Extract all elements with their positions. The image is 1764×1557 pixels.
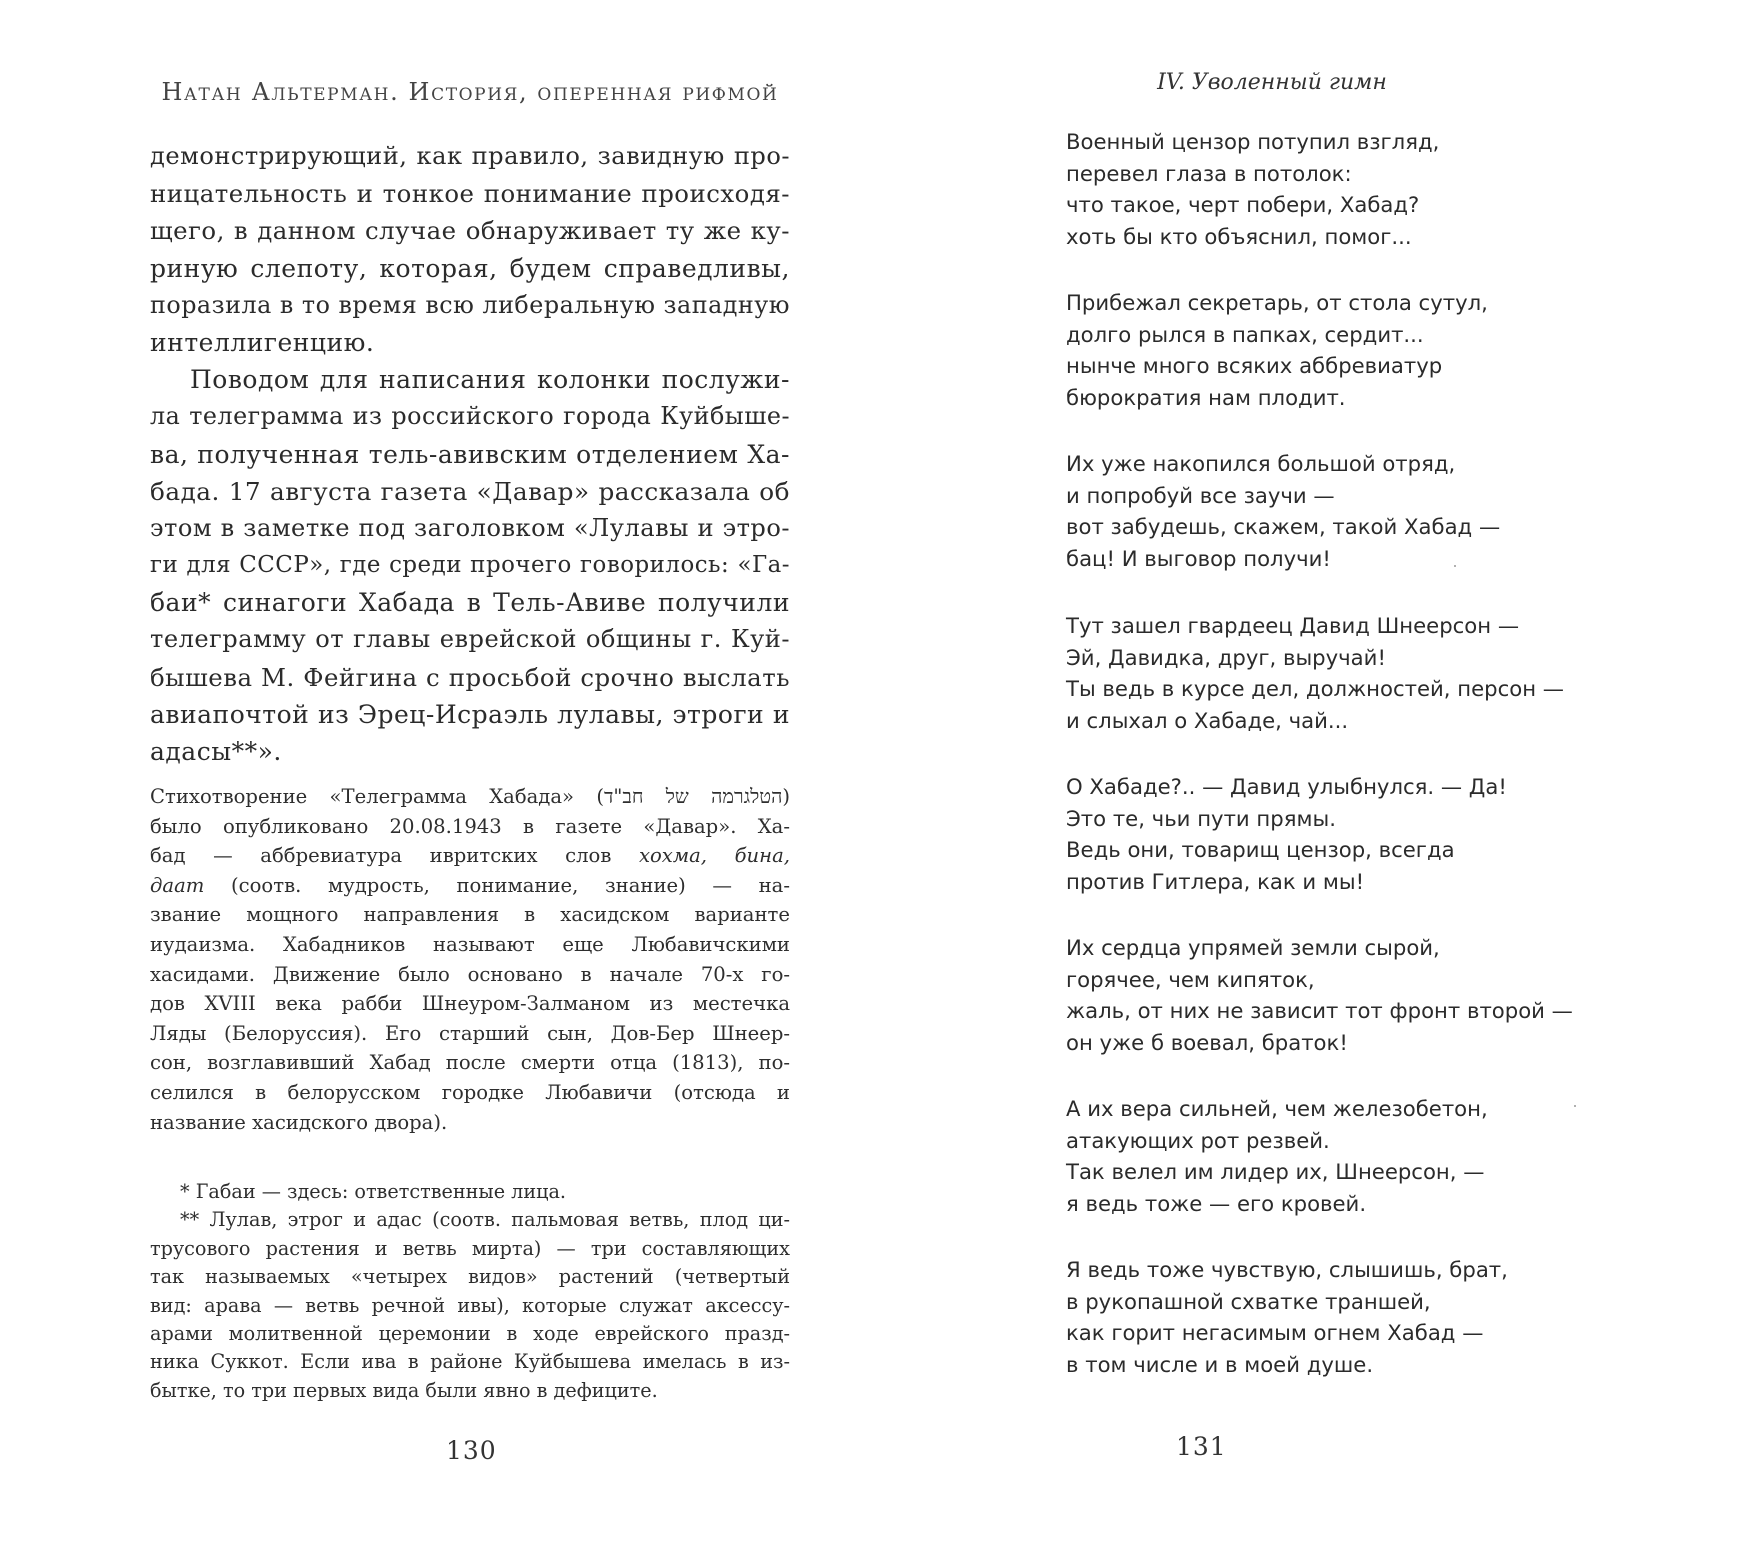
text-line: Поводом для написания колонки послужи- — [190, 365, 790, 395]
poem-stanza — [1066, 287, 1626, 414]
poem-stanza — [1066, 1093, 1626, 1220]
poem-line: я ведь тоже — его кровей. — [1066, 1191, 1367, 1217]
note-line: Ляды (Белоруссия). Его старший сын, Дов-Бер Шнеер- — [150, 1021, 790, 1045]
poem-line: Это те, чьи пути прямы. — [1066, 805, 1336, 831]
footnote-line: ника Суккот. Если ива в районе Куйбышева имелась в из- — [150, 1350, 790, 1374]
poem-stanza — [1066, 771, 1626, 898]
note-line: название хасидского двора). — [150, 1110, 448, 1134]
poem-line: и слыхал о Хабаде, чай... — [1066, 708, 1349, 734]
text-line: этом в заметке под заголовком «Лулавы и этро- — [150, 513, 790, 542]
poem-stanza — [1066, 1254, 1626, 1381]
note-text-part: Стихотворение «Телеграмма Хабада» ( — [150, 785, 604, 808]
text-line: ва, полученная тель-авивским отделением Ха- — [150, 439, 790, 469]
italic-term: даат — [150, 873, 205, 897]
text-line: поразила в то время всю либеральную западную — [150, 290, 790, 319]
poem-line: горячее, чем кипяток, — [1066, 966, 1315, 992]
note-line: звание мощного направления в хасидском варианте — [150, 903, 790, 927]
italic-term: хохма, бина, — [638, 844, 790, 868]
footnote-line: вид: арава — ветвь речной ивы), которые служат аксессу- — [150, 1293, 790, 1317]
note-line: дов XVIII века рабби Шнеуром-Залманом из местечка — [150, 992, 790, 1016]
poem-line: против Гитлера, как и мы! — [1066, 869, 1365, 895]
note-line — [150, 871, 790, 901]
poem-line: А их вера сильней, чем железобетон, — [1066, 1096, 1488, 1121]
text-line: щего, в данном случае обнаруживает ту же ку- — [150, 216, 790, 246]
poem-line: что такое, черт побери, Хабад? — [1066, 192, 1420, 218]
poem-stanza — [1066, 126, 1626, 253]
right-page — [882, 0, 1764, 1557]
main-text — [150, 138, 790, 770]
poem-line: О Хабаде?.. — Давид улыбнулся. — Да! — [1066, 774, 1507, 799]
running-head-right: IV. Уволенный гимн — [1157, 70, 1387, 95]
poem-line: Прибежал секретарь, от стола сутул, — [1066, 290, 1488, 315]
text-line: риную слепоту, которая, будем справедливы, — [150, 253, 790, 283]
poem-line: как горит негасимым огнем Хабад — — [1066, 1320, 1484, 1346]
footnote-line: трусового растения и ветвь мирта) — три составляющих — [150, 1236, 790, 1260]
footnote-line: бытке, то три первых вида были явно в дефиците. — [150, 1378, 658, 1402]
poem-line: Тут зашел гвардеец Давид Шнеерсон — — [1066, 613, 1520, 638]
note-line: было опубликовано 20.08.1943 в газете «Давар». Ха- — [150, 814, 790, 838]
text-line: демонстрирующий, как правило, завидную про- — [150, 142, 790, 170]
text-line: авиапочтой из Эрец-Исраэль лулавы, этроги и — [150, 699, 790, 729]
poem-stanza — [1066, 932, 1626, 1059]
poem-note — [150, 782, 790, 1137]
poem-line: нынче много всяких аббревиатур — [1066, 353, 1443, 379]
paper-speck — [1574, 1105, 1576, 1107]
poem-line: Их уже накопился большой отряд, — [1066, 451, 1456, 476]
page-number-left: 130 — [446, 1436, 497, 1465]
footnote-line: ** Лулав, этрог и адас (соотв. пальмовая ветвь, плод ци- — [180, 1208, 790, 1232]
poem-line: хоть бы кто объяснил, помог... — [1066, 224, 1412, 250]
text-line: ла телеграмма из российского города Куйбыше- — [150, 402, 790, 431]
footnote-line: * Габаи — здесь: ответственные лица. — [180, 1180, 567, 1203]
text-line: адасы**». — [150, 737, 282, 766]
poem-line: бац! И выговор получи! — [1066, 546, 1331, 572]
poem-line: он уже б воевал, браток! — [1066, 1030, 1348, 1056]
poem-line: в том числе и в моей душе. — [1066, 1352, 1374, 1378]
note-text-part: (соотв. мудрость, понимание, знание) — на- — [204, 873, 790, 897]
note-line — [150, 782, 790, 812]
note-line: сон, возглавивший Хабад после смерти отца (1813), по- — [150, 1051, 790, 1075]
text-line: интеллигенцию. — [150, 327, 375, 357]
running-head-left: Натан Альтерман. История, оперенная рифмой — [161, 78, 779, 106]
page-number-right: 131 — [1176, 1432, 1227, 1461]
hebrew-title: הטלגרמה של חב"ד — [603, 785, 783, 808]
poem-line: вот забудешь, скажем, такой Хабад — — [1066, 514, 1501, 540]
text-line: бада. 17 августа газета «Давар» рассказала об — [150, 476, 790, 506]
paper-speck — [1454, 565, 1456, 567]
poem-line: бюрократия нам плодит. — [1066, 385, 1346, 411]
poem-line: и попробуй все заучи — — [1066, 482, 1335, 508]
poem-line: жаль, от них не зависит тот фронт второй — — [1066, 998, 1573, 1024]
footnote-line: арами молитвенной церемонии в ходе еврейского празд- — [150, 1321, 790, 1345]
note-text-part: ) — [782, 785, 790, 808]
note-line: иудаизма. Хабадников называют еще Любавичскими — [150, 932, 790, 956]
poem-line: атакующих рот резвей. — [1066, 1127, 1330, 1153]
poem-stanza — [1066, 448, 1626, 575]
footnote-line: так называемых «четырех видов» растений (четвертый — [150, 1265, 790, 1289]
poem-line: Эй, Давидка, друг, выручай! — [1066, 644, 1386, 670]
poem-line: Так велел им лидер их, Шнеерсон, — — [1066, 1159, 1485, 1185]
text-line: ги для СССР», где среди прочего говорилось: «Га- — [150, 552, 790, 579]
text-line: баи* синагоги Хабада в Тель-Авиве получили — [150, 588, 790, 618]
poem-line: в рукопашной схватке траншей, — [1066, 1288, 1431, 1314]
text-line: бышева М. Фейгина с просьбой срочно выслать — [150, 662, 790, 692]
poem-line: Ведь они, товарищ цензор, всегда — [1066, 837, 1455, 863]
text-line: ницательность и тонкое понимание происходя- — [150, 179, 790, 209]
text-line: телеграмму от главы еврейской общины г. Куй- — [150, 625, 790, 654]
note-line — [150, 841, 790, 871]
poem-line: Военный цензор потупил взгляд, — [1066, 129, 1440, 154]
note-text-part: бад — аббревиатура ивритских слов — [150, 844, 639, 868]
poem-line: Их сердца упрямей земли сырой, — [1066, 935, 1440, 960]
poem-line: Я ведь тоже чувствую, слышишь, брат, — [1066, 1257, 1508, 1282]
poem-stanza — [1066, 610, 1626, 737]
note-line: хасидами. Движение было основано в начале 70-х го- — [150, 962, 790, 986]
poem-line: Ты ведь в курсе дел, должностей, персон — — [1066, 676, 1564, 702]
poem-line: долго рылся в папках, сердит... — [1066, 321, 1424, 347]
poem-line: перевел глаза в потолок: — [1066, 160, 1352, 186]
footnotes — [150, 1178, 790, 1405]
note-line: селился в белорусском городке Любавичи (отсюда и — [150, 1080, 790, 1104]
